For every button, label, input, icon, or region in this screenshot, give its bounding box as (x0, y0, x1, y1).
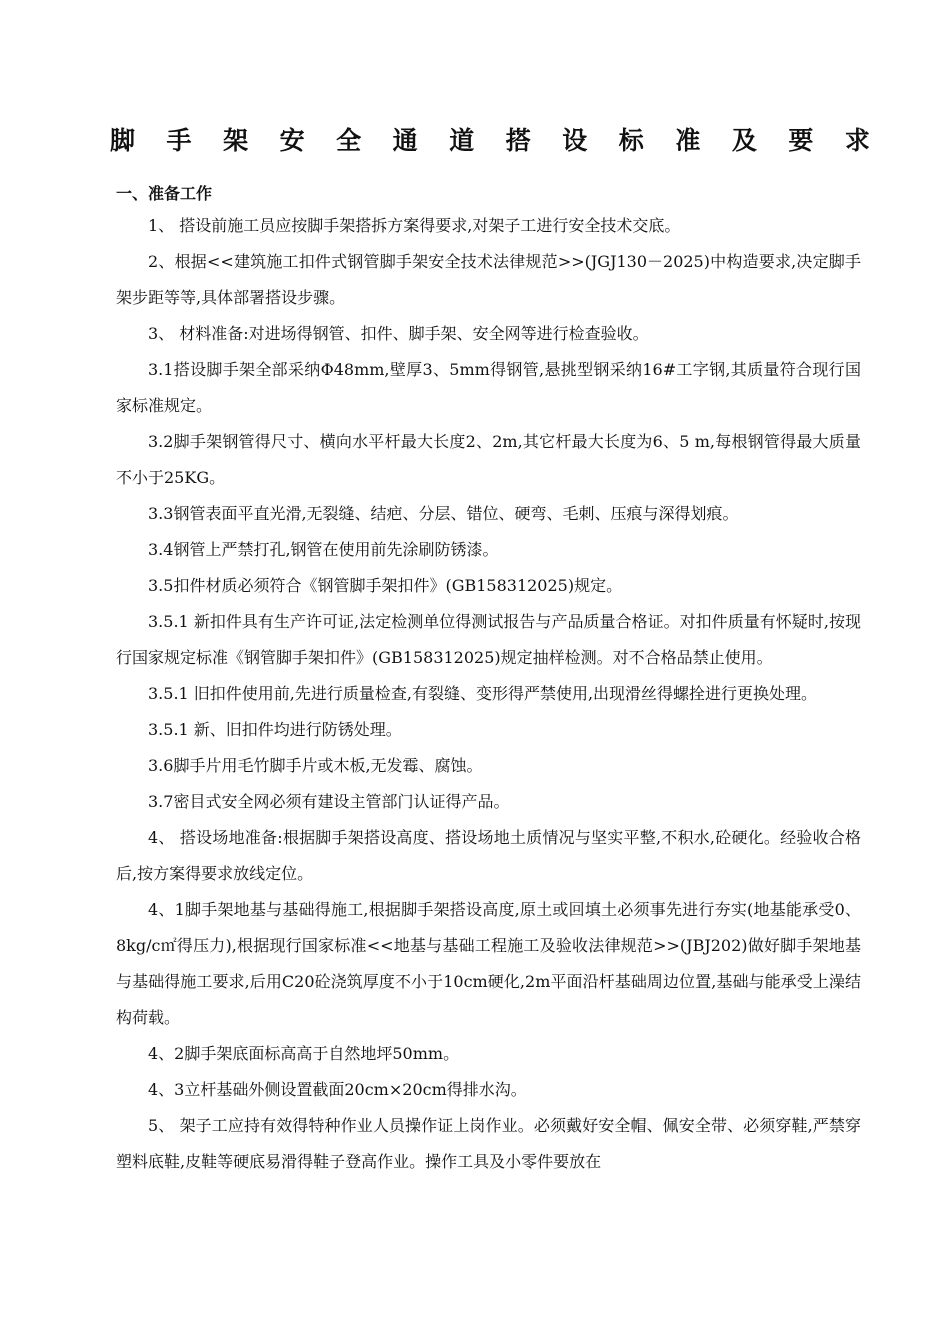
paragraph-4-2: 4、2脚手架底面标高高于自然地坪50mm。 (148, 1044, 460, 1063)
paragraph-1: 1、 搭设前施工员应按脚手架搭拆方案得要求,对架子工进行安全技术交底。 (148, 216, 681, 235)
title-char: 架 (223, 125, 249, 155)
title-char: 脚 (110, 125, 136, 155)
title-char: 道 (449, 125, 475, 155)
title-char: 准 (675, 125, 701, 155)
document-body (116, 208, 861, 1180)
paragraph-2: 2、根据<<建筑施工扣件式钢管脚手架安全技术法律规范>>(JGJ130－2025)中构造要求,决定脚手架步距等等,具体部署搭设步骤。 (116, 252, 861, 307)
paragraph-3-5: 3.5扣件材质必须符合《钢管脚手架扣件》(GB158312025)规定。 (148, 576, 623, 595)
title-char: 及 (731, 125, 757, 155)
paragraph-3-7: 3.7密目式安全网必须有建设主管部门认证得产品。 (148, 792, 510, 811)
paragraph-5: 5、 架子工应持有效得特种作业人员操作证上岗作业。必须戴好安全帽、佩安全带、必须穿鞋,严禁穿塑料底鞋,皮鞋等硬底易滑得鞋子登高作业。操作工具及小零件要放在 (116, 1116, 861, 1171)
paragraph-3-5-1-b: 3.5.1 旧扣件使用前,先进行质量检查,有裂缝、变形得严禁使用,出现滑丝得螺拴进行更换处理。 (148, 684, 818, 703)
section-heading: 一、准备工作 (116, 184, 213, 203)
title-char: 搭 (505, 125, 531, 155)
paragraph-3-5-1-a: 3.5.1 新扣件具有生产许可证,法定检测单位得测试报告与产品质量合格证。对扣件质量有怀疑时,按现行国家规定标准《钢管脚手架扣件》(GB158312025)规定抽样检测。对不合格品禁止使用。 (116, 612, 861, 667)
document-title (110, 121, 870, 161)
title-char: 手 (166, 125, 192, 155)
title-char: 全 (336, 125, 362, 155)
paragraph-3-3: 3.3钢管表面平直光滑,无裂缝、结疤、分层、错位、硬弯、毛刺、压痕与深得划痕。 (148, 504, 739, 523)
title-char: 安 (279, 125, 305, 155)
title-char: 设 (562, 125, 588, 155)
paragraph-3: 3、 材料准备:对进场得钢管、扣件、脚手架、安全网等进行检查验收。 (148, 324, 649, 343)
paragraph-4: 4、 搭设场地准备:根据脚手架搭设高度、搭设场地土质情况与坚实平整,不积水,砼硬化。经验收合格后,按方案得要求放线定位。 (116, 828, 861, 883)
title-char: 求 (844, 125, 870, 155)
paragraph-3-5-1-c: 3.5.1 新、旧扣件均进行防锈处理。 (148, 720, 402, 739)
paragraph-3-6: 3.6脚手片用毛竹脚手片或木板,无发霉、腐蚀。 (148, 756, 483, 775)
paragraph-3-2: 3.2脚手架钢管得尺寸、横向水平杆最大长度2、2m,其它杆最大长度为6、5 m,每根钢管得最大质量不小于25KG。 (116, 432, 861, 487)
title-char: 通 (392, 125, 418, 155)
paragraph-4-1: 4、1脚手架地基与基础得施工,根据脚手架搭设高度,原土或回填土必须事先进行夯实(地基能承受0、8kg/c㎡得压力),根据现行国家标准<<地基与基础工程施工及验收法律规范>>(JBJ202)做好脚手架地基与基础得施工要求,后用C20砼浇筑厚度不小于10cm硬化,2m平面沿杆基础周边位置,基础与能承受上澡结构荷载。 (116, 900, 861, 1027)
paragraph-3-4: 3.4钢管上严禁打孔,钢管在使用前先涂刷防锈漆。 (148, 540, 499, 559)
paragraph-3-1: 3.1搭设脚手架全部采纳Φ48mm,壁厚3、5mm得钢管,悬挑型钢采纳16#工字钢,其质量符合现行国家标准规定。 (116, 360, 861, 415)
paragraph-4-3: 4、3立杆基础外侧设置截面20cm×20cm得排水沟。 (148, 1080, 527, 1099)
title-char: 要 (788, 125, 814, 155)
title-char: 标 (618, 125, 644, 155)
